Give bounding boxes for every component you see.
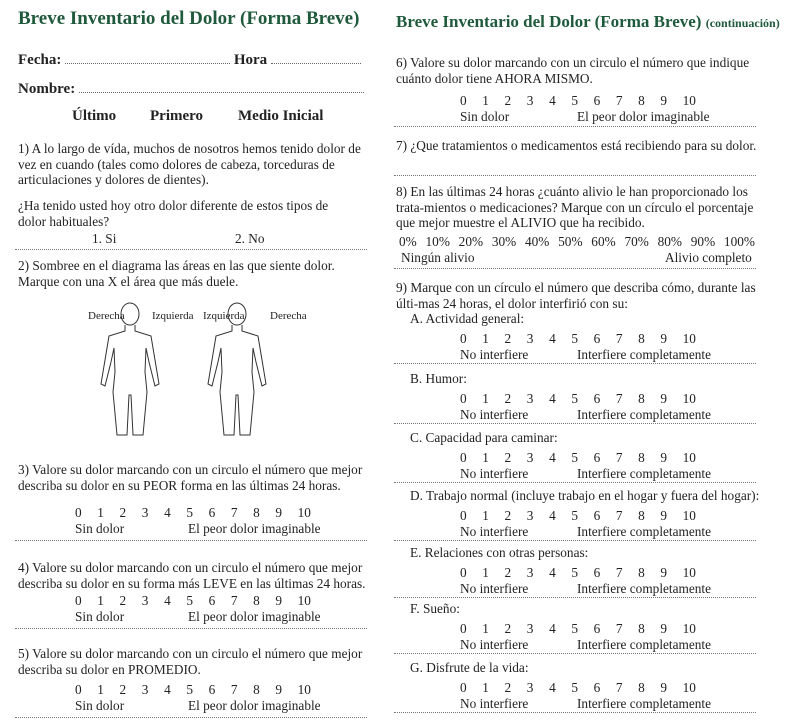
scale-number[interactable]: 7: [615, 508, 623, 523]
scale-number[interactable]: 5: [571, 331, 578, 346]
q6-text: 6) Valore su dolor marcando con un circulo el número que indique cuánto dolor tiene AHORA MISMO.: [396, 55, 750, 86]
scale-high-label: El peor dolor imaginable: [577, 108, 710, 124]
scale-number[interactable]: 7: [615, 621, 623, 636]
scale-number[interactable]: 5: [571, 508, 578, 523]
label-izquierda-front: Izquierda: [152, 310, 194, 322]
scale-number[interactable]: 8: [638, 391, 645, 406]
name-part-medio-inicial: Medio Inicial: [238, 108, 324, 124]
scale-number[interactable]: 4: [549, 621, 556, 636]
scale-number[interactable]: 9: [660, 621, 668, 636]
q9-scale: [460, 391, 696, 407]
scale-number[interactable]: 9: [275, 593, 283, 608]
q2-text: 2) Sombree en el diagrama las áreas en las que siente dolor. Marque con una X el área que más duele.: [18, 258, 335, 289]
scale-number[interactable]: 1: [97, 505, 104, 520]
divider: [394, 126, 756, 127]
scale-number[interactable]: 3: [526, 565, 534, 580]
scale-number[interactable]: 1: [482, 93, 489, 108]
scale-number[interactable]: 1: [482, 391, 489, 406]
scale-number[interactable]: 4: [549, 93, 556, 108]
scale-low-label: No interfiere: [460, 636, 529, 652]
scale-number[interactable]: 0: [460, 680, 467, 695]
scale-low-label: Sin dolor: [75, 608, 125, 624]
q8-text: 8) En las últimas 24 horas ¿cuánto alivio le han proporcionado los trata-mientos o medicaciones? Marque con un círculo el porcentaje que mejor muestre el ALIVIO que ha recibido.: [396, 184, 754, 230]
scale-high-label: Interfiere completamente: [577, 695, 712, 711]
scale-number[interactable]: 8: [638, 331, 645, 346]
scale-number[interactable]: 0: [75, 682, 82, 697]
label-izquierda-back: Izquierda: [203, 310, 245, 322]
scale-number[interactable]: 10: [297, 593, 311, 608]
form-title: Breve Inventario del Dolor (Forma Breve): [18, 8, 360, 29]
scale-number[interactable]: 5: [186, 505, 193, 520]
scale-number[interactable]: 7: [230, 682, 238, 697]
divider: [394, 653, 756, 654]
percent-option[interactable]: 10%: [425, 234, 450, 249]
scale-number[interactable]: 10: [297, 505, 311, 520]
scale-high-label: Interfiere completamente: [577, 636, 712, 652]
scale-number[interactable]: 9: [660, 391, 668, 406]
fecha-field[interactable]: [65, 63, 230, 64]
scale-number[interactable]: 3: [526, 680, 534, 695]
scale-number[interactable]: 2: [504, 680, 512, 695]
q9-item-label: D. Trabajo normal (incluye trabajo en el hogar y fuera del hogar):: [410, 488, 760, 503]
scale-high-label: Interfiere completamente: [577, 465, 712, 481]
q7-answer-line[interactable]: [394, 175, 756, 176]
scale-number[interactable]: 3: [141, 505, 149, 520]
scale-high-label: El peor dolor imaginable: [188, 520, 321, 536]
scale-number[interactable]: 6: [208, 682, 216, 697]
scale-number[interactable]: 6: [208, 593, 216, 608]
scale-number[interactable]: 8: [638, 93, 645, 108]
scale-number[interactable]: 9: [275, 682, 283, 697]
divider: [15, 540, 367, 541]
q1-question: ¿Ha tenido usted hoy otro dolor diferente de estos tipos de dolor habituales?: [18, 198, 329, 229]
divider: [394, 540, 756, 541]
continuation-title: [396, 11, 780, 34]
scale-high-label: Interfiere completamente: [577, 580, 712, 596]
scale-number[interactable]: 5: [571, 450, 578, 465]
scale-number[interactable]: 9: [660, 680, 668, 695]
scale-number[interactable]: 5: [571, 391, 578, 406]
scale-number[interactable]: 2: [504, 331, 512, 346]
scale-number[interactable]: 7: [615, 680, 623, 695]
scale-number[interactable]: 0: [460, 621, 467, 636]
q5-scale: [75, 682, 311, 698]
scale-low-label: Sin dolor: [460, 108, 510, 124]
divider: [394, 482, 756, 483]
scale-number[interactable]: 0: [460, 93, 467, 108]
scale-low-label: No interfiere: [460, 580, 529, 596]
scale-number[interactable]: 8: [638, 680, 645, 695]
percent-option[interactable]: 30%: [491, 234, 517, 249]
scale-low-label: Sin dolor: [75, 697, 125, 713]
scale-high-label: El peor dolor imaginable: [188, 608, 321, 624]
fecha-label: Fecha:: [18, 52, 62, 68]
scale-number[interactable]: 1: [482, 450, 489, 465]
q9-item-label: G. Disfrute de la vida:: [410, 660, 529, 675]
q1-option-si[interactable]: 1. Si: [92, 231, 117, 246]
scale-number[interactable]: 8: [638, 450, 645, 465]
divider: [15, 628, 367, 629]
scale-number[interactable]: 8: [638, 565, 645, 580]
scale-number[interactable]: 10: [682, 93, 696, 108]
continuation-title-text: Breve Inventario del Dolor (Forma Breve): [396, 12, 702, 31]
scale-number[interactable]: 5: [571, 621, 578, 636]
divider: [15, 249, 367, 250]
scale-number[interactable]: 4: [549, 508, 556, 523]
q3-text: 3) Valore su dolor marcando con un circulo el número que mejor describa su dolor en su PEOR forma en las últimas 24 horas.: [18, 462, 363, 493]
hora-field[interactable]: [271, 63, 361, 64]
fecha-hora-row: [18, 53, 370, 69]
divider: [394, 268, 756, 269]
scale-number[interactable]: 2: [119, 505, 127, 520]
scale-number[interactable]: 6: [208, 505, 216, 520]
scale-number[interactable]: 6: [593, 565, 601, 580]
scale-number[interactable]: 3: [526, 391, 534, 406]
scale-number[interactable]: 5: [186, 682, 193, 697]
q9-text: 9) Marque con un círculo el número que describa cómo, durante las últi-mas 24 horas, el dolor interfirió con su:: [396, 280, 756, 311]
scale-number[interactable]: 6: [593, 331, 601, 346]
scale-number[interactable]: 2: [504, 621, 512, 636]
q3-scale-block: [75, 505, 321, 537]
q9-scale: [460, 680, 696, 696]
percent-option[interactable]: 50%: [558, 234, 583, 249]
q1-option-no[interactable]: 2. No: [235, 231, 265, 246]
scale-number[interactable]: 10: [682, 508, 696, 523]
scale-number[interactable]: 4: [549, 391, 556, 406]
divider: [394, 712, 756, 713]
scale-number[interactable]: 5: [571, 565, 578, 580]
scale-number[interactable]: 0: [460, 331, 467, 346]
scale-number[interactable]: 2: [504, 508, 512, 523]
scale-number[interactable]: 2: [504, 93, 512, 108]
scale-number[interactable]: 6: [593, 391, 601, 406]
q9-scale: [460, 621, 696, 637]
scale-number[interactable]: 9: [660, 450, 668, 465]
percent-option[interactable]: 60%: [591, 234, 616, 249]
scale-number[interactable]: 6: [593, 93, 601, 108]
divider: [394, 597, 756, 598]
percent-option[interactable]: 70%: [624, 234, 649, 249]
percent-option[interactable]: 0%: [399, 234, 417, 249]
scale-number[interactable]: 3: [526, 508, 534, 523]
nombre-label: Nombre:: [18, 81, 76, 97]
label-derecha-front: Derecha: [88, 310, 125, 322]
scale-number[interactable]: 8: [638, 508, 645, 523]
q9-item-label: A. Actividad general:: [410, 311, 525, 326]
scale-number[interactable]: 1: [482, 331, 489, 346]
q9-item-label: C. Capacidad para caminar:: [410, 430, 558, 445]
q9-item-label: F. Sueño:: [410, 601, 460, 616]
scale-number[interactable]: 10: [682, 680, 696, 695]
name-part-ultimo: Último: [72, 108, 117, 124]
scale-high-label: Interfiere completamente: [577, 406, 712, 422]
scale-number[interactable]: 4: [549, 331, 556, 346]
scale-high-label: El peor dolor imaginable: [188, 697, 321, 713]
nombre-field[interactable]: [79, 92, 364, 93]
q9-scale: [460, 508, 696, 524]
scale-number[interactable]: 5: [186, 593, 193, 608]
scale-number[interactable]: 2: [119, 682, 127, 697]
q7-text: 7) ¿Que tratamientos o medicamentos está recibiendo para su dolor.: [396, 138, 757, 153]
q1-text: 1) A lo largo de vída, muchos de nosotros hemos tenido dolor de vez en cuando (tales como dolores de cabeza, torceduras de articulaciones y dolores de dientes).: [18, 141, 361, 187]
scale-number[interactable]: 4: [164, 593, 171, 608]
scale-number[interactable]: 5: [571, 680, 578, 695]
scale-number[interactable]: 1: [482, 680, 489, 695]
scale-number[interactable]: 4: [164, 682, 171, 697]
scale-number[interactable]: 6: [593, 621, 601, 636]
scale-low-label: No interfiere: [460, 465, 529, 481]
scale-low-label: Sin dolor: [75, 520, 125, 536]
scale-number[interactable]: 3: [141, 593, 149, 608]
scale-number[interactable]: 1: [482, 621, 489, 636]
q9-scale: [460, 450, 696, 466]
scale-number[interactable]: 10: [297, 682, 311, 697]
scale-number[interactable]: 4: [549, 565, 556, 580]
body-front-diagram[interactable]: [95, 300, 165, 440]
scale-number[interactable]: 7: [615, 93, 623, 108]
scale-number[interactable]: 0: [460, 565, 467, 580]
scale-number[interactable]: 7: [615, 450, 623, 465]
scale-number[interactable]: 8: [253, 593, 260, 608]
scale-high-label: Interfiere completamente: [577, 346, 712, 362]
scale-number[interactable]: 3: [526, 450, 534, 465]
q6-scale: [460, 93, 696, 109]
scale-number[interactable]: 5: [571, 93, 578, 108]
q4-scale-block: [75, 593, 321, 625]
scale-number[interactable]: 1: [482, 508, 489, 523]
scale-number[interactable]: 9: [660, 331, 668, 346]
scale-number[interactable]: 10: [682, 331, 696, 346]
scale-number[interactable]: 8: [253, 505, 260, 520]
q6-scale-block: [460, 93, 710, 125]
scale-number[interactable]: 3: [526, 93, 534, 108]
q9-scale-block: [460, 331, 712, 363]
scale-number[interactable]: 0: [460, 508, 467, 523]
scale-number[interactable]: 7: [615, 391, 623, 406]
scale-low-label: No interfiere: [460, 406, 529, 422]
scale-number[interactable]: 3: [526, 331, 534, 346]
q4-scale: [75, 593, 311, 609]
q9-scale-block: [460, 621, 712, 653]
scale-number[interactable]: 10: [682, 450, 696, 465]
body-back-diagram[interactable]: [202, 300, 272, 440]
scale-number[interactable]: 8: [638, 621, 645, 636]
q8-low-label: Ningún alivio: [401, 250, 475, 265]
percent-option[interactable]: 40%: [524, 234, 550, 249]
scale-number[interactable]: 2: [119, 593, 127, 608]
scale-number[interactable]: 7: [230, 593, 238, 608]
q9-scale-block: [460, 391, 712, 423]
q9-scale: [460, 331, 696, 347]
divider: [394, 423, 756, 424]
scale-number[interactable]: 1: [97, 593, 104, 608]
q9-item-label: B. Humor:: [410, 371, 467, 386]
label-derecha-back: Derecha: [270, 310, 307, 322]
scale-number[interactable]: 7: [615, 331, 623, 346]
scale-number[interactable]: 4: [549, 680, 556, 695]
q9-scale: [460, 565, 696, 581]
q9-scale-block: [460, 450, 712, 482]
scale-number[interactable]: 9: [660, 565, 668, 580]
scale-number[interactable]: 2: [504, 565, 512, 580]
scale-number[interactable]: 6: [593, 680, 601, 695]
scale-number[interactable]: 3: [141, 682, 149, 697]
scale-number[interactable]: 4: [549, 450, 556, 465]
scale-number[interactable]: 0: [75, 505, 82, 520]
scale-number[interactable]: 0: [460, 450, 467, 465]
scale-number[interactable]: 6: [593, 450, 601, 465]
scale-number[interactable]: 4: [164, 505, 171, 520]
scale-low-label: No interfiere: [460, 523, 529, 539]
nombre-row: [18, 82, 370, 98]
q4-text: 4) Valore su dolor marcando con un circulo el número que mejor describa su dolor en su forma más LEVE en las últimas 24 horas.: [18, 560, 366, 591]
scale-number[interactable]: 6: [593, 508, 601, 523]
scale-number[interactable]: 10: [682, 391, 696, 406]
scale-number[interactable]: 3: [526, 621, 534, 636]
q8-high-label: Alivio completo: [665, 250, 752, 265]
q9-scale-block: [460, 680, 712, 712]
divider: [15, 717, 367, 718]
scale-number[interactable]: 2: [504, 450, 512, 465]
scale-number[interactable]: 9: [660, 508, 668, 523]
scale-low-label: No interfiere: [460, 695, 529, 711]
scale-number[interactable]: 8: [253, 682, 260, 697]
q9-scale-block: [460, 565, 712, 597]
scale-number[interactable]: 10: [682, 565, 696, 580]
scale-number[interactable]: 0: [460, 391, 467, 406]
percent-option[interactable]: 80%: [657, 234, 682, 249]
percent-option[interactable]: 90%: [690, 234, 716, 249]
continuation-suffix: (continuación): [705, 16, 780, 30]
scale-number[interactable]: 9: [275, 505, 283, 520]
scale-number[interactable]: 2: [504, 391, 512, 406]
q5-text: 5) Valore su dolor marcando con un circulo el número que mejor describa su dolor en PROMEDIO.: [18, 646, 363, 677]
percent-option[interactable]: 100%: [723, 234, 755, 249]
scale-high-label: Interfiere completamente: [577, 523, 712, 539]
scale-number[interactable]: 7: [615, 565, 623, 580]
divider: [394, 363, 756, 364]
q3-scale: [75, 505, 311, 521]
scale-number[interactable]: 7: [230, 505, 238, 520]
scale-number[interactable]: 1: [482, 565, 489, 580]
q5-scale-block: [75, 682, 321, 714]
scale-number[interactable]: 0: [75, 593, 82, 608]
scale-number[interactable]: 9: [660, 93, 668, 108]
q9-scale-block: [460, 508, 712, 540]
q8-percent-scale: [399, 234, 755, 250]
name-part-primero: Primero: [150, 108, 204, 124]
q9-item-label: E. Relaciones con otras personas:: [410, 545, 589, 560]
scale-number[interactable]: 10: [682, 621, 696, 636]
scale-number[interactable]: 1: [97, 682, 104, 697]
percent-option[interactable]: 20%: [458, 234, 484, 249]
hora-label: Hora: [233, 52, 268, 68]
scale-low-label: No interfiere: [460, 346, 529, 362]
